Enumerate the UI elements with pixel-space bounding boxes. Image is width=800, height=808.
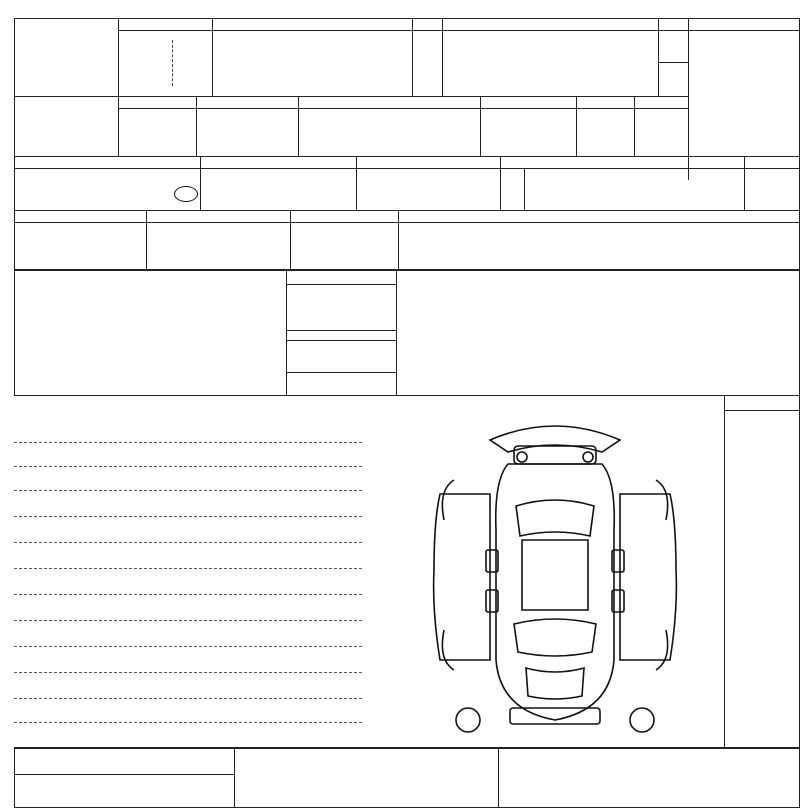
notes-frame [14, 270, 800, 396]
km-circle [174, 186, 198, 202]
footer-frame [14, 748, 800, 808]
inspector-frame [14, 396, 800, 748]
car-diagram [430, 410, 680, 740]
header-frame [14, 18, 800, 270]
